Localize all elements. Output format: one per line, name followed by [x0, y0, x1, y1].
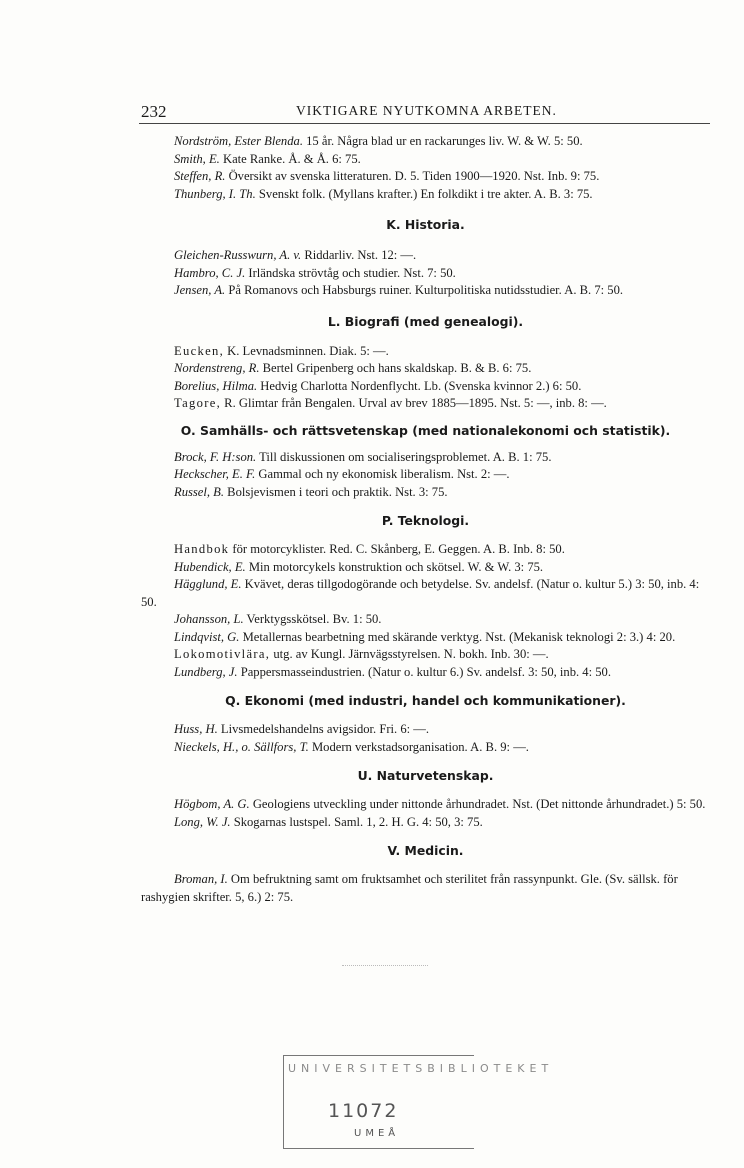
bibliography-entry	[141, 168, 710, 186]
entry-author: Handbok	[174, 542, 230, 556]
section-heading: Q. Ekonomi (med industri, handel och kommunikationer).	[225, 693, 626, 708]
entry-author: Heckscher, E. F.	[174, 467, 256, 481]
bibliography-entry	[141, 646, 710, 664]
entry-text: Metallernas bearbetning med skärande verktyg. Nst. (Mekanisk teknologi 2: 3.) 4: 20.	[239, 629, 676, 644]
entry-text: På Romanovs och Habsburgs ruiner. Kulturpolitiska nutidsstudier. A. B. 7: 50.	[225, 283, 624, 297]
entry-text: Gammal och ny ekonomisk liberalism. Nst. 2: —.	[255, 467, 510, 481]
entry-author: Lundberg, J.	[174, 664, 238, 679]
bibliography-entry	[141, 814, 710, 832]
entry-text: Verktygsskötsel. Bv. 1: 50.	[243, 612, 382, 626]
entry-author: Hubendick, E.	[174, 559, 246, 574]
bibliography-entry	[141, 611, 710, 629]
stamp-accession-number: 11072	[328, 1100, 399, 1122]
bibliography-entry	[141, 151, 710, 169]
bibliography-entry	[141, 133, 710, 151]
bibliography-entry	[141, 265, 710, 283]
entry-text: Min motorcykels konstruktion och skötsel. W. & W. 3: 75.	[245, 559, 544, 574]
bibliography-entry	[141, 282, 710, 300]
entry-author: Gleichen-Russwurn, A. v.	[174, 248, 302, 262]
entry-text: Bolsjevismen i teori och praktik. Nst. 3: 75.	[224, 484, 448, 499]
entry-author: Eucken,	[174, 343, 225, 358]
entry-author: Russel, B.	[174, 484, 225, 499]
entry-text: Riddarliv. Nst. 12: —.	[301, 248, 417, 262]
entry-author: Johansson, L.	[174, 612, 244, 626]
entry-text: Bertel Gripenberg och hans skaldskap. B. & B. 6: 75.	[259, 361, 532, 375]
entry-text: Kvävet, deras tillgodogörande och betydelse. Sv. andelsf. (Natur o. kultur 5.) 3: 50, inb. 4: 50.	[141, 577, 700, 609]
page-header	[0, 98, 744, 126]
section-heading: K. Historia.	[386, 217, 465, 232]
entry-author: Borelius, Hilma.	[174, 378, 258, 393]
entry-author: Jensen, A.	[174, 283, 226, 297]
entry-author: Hägglund, E.	[174, 577, 242, 591]
bibliography-entry	[141, 871, 710, 906]
entry-text: Geologiens utveckling under nittonde århundradet. Nst. (Det nittonde århundradet.) 5: 50.	[249, 797, 706, 811]
stamp-library-name: UNIVERSITETSBIBLIOTEKET	[288, 1062, 554, 1075]
header-rule	[139, 123, 710, 124]
bibliography-entry	[141, 395, 710, 413]
entry-text: Översikt av svenska litteraturen. D. 5. Tiden 1900—1920. Nst. Inb. 9: 75.	[225, 169, 600, 183]
bibliography-entry	[141, 378, 710, 396]
section-heading: P. Teknologi.	[381, 513, 470, 528]
entry-text: R. Glimtar från Bengalen. Urval av brev 1885—1895. Nst. 5: —, inb. 8: —.	[221, 396, 607, 410]
entry-text: Svenskt folk. (Myllans krafter.) En folkdikt i tre akter. A. B. 3: 75.	[255, 186, 593, 201]
entry-author: Huss, H.	[174, 722, 218, 736]
entry-text: Hedvig Charlotta Nordenflycht. Lb. (Svenska kvinnor 2.) 6: 50.	[257, 378, 582, 393]
entry-text: Kate Ranke. Å. & Å. 6: 75.	[219, 151, 361, 166]
bibliography-entry	[141, 559, 710, 577]
entry-author: Steffen, R.	[174, 169, 226, 183]
entry-author: Smith, E.	[174, 151, 220, 166]
entry-text: Till diskussionen om socialiseringsproblemet. A. B. 1: 75.	[256, 449, 552, 464]
bibliography-entry	[141, 576, 710, 611]
entry-author: Nordenstreng, R.	[174, 361, 260, 375]
bibliography-entry	[141, 721, 710, 739]
entry-author: Tagore,	[174, 396, 222, 410]
bibliography-entry	[141, 796, 710, 814]
bibliography-entry	[141, 360, 710, 378]
entry-text: Pappersmasseindustrien. (Natur o. kultur 6.) Sv. andelsf. 3: 50, inb. 4: 50.	[237, 664, 611, 679]
entry-text: Livsmedelshandelns avigsidor. Fri. 6: —.	[217, 722, 430, 736]
entry-text: för motorcyklister. Red. C. Skånberg, E. Geggen. A. B. Inb. 8: 50.	[229, 542, 565, 556]
bibliography-entry	[141, 247, 710, 265]
bibliography-entry	[141, 541, 710, 559]
entry-text: Modern verkstadsorganisation. A. B. 9: —.	[308, 739, 529, 754]
bibliography-entry	[141, 186, 710, 204]
bibliography-entry	[141, 484, 710, 502]
entry-author: Hambro, C. J.	[174, 265, 246, 280]
stamp-city: UMEÅ	[354, 1128, 400, 1139]
library-stamp	[283, 1055, 554, 1149]
entry-author: Lokomotivlära,	[174, 647, 271, 661]
entry-author: Thunberg, I. Th.	[174, 186, 256, 201]
entry-author: Nieckels, H., o. Sällfors, T.	[174, 739, 309, 754]
bibliography-entry	[141, 466, 710, 484]
bibliography-entry	[141, 343, 710, 361]
section-heading: O. Samhälls- och rättsvetenskap (med nationalekonomi och statistik).	[180, 422, 671, 438]
entry-text: K. Levnadsminnen. Diak. 5: —.	[224, 343, 389, 358]
entry-text: Skogarnas lustspel. Saml. 1, 2. H. G. 4: 50, 3: 75.	[230, 814, 483, 829]
entry-author: Long, W. J.	[174, 814, 231, 829]
entry-text: Om befruktning samt om fruktsamhet och sterilitet från rassynpunkt. Gle. (Sv. sällsk. för rashygien skrifter. 5, 6.) 2: 75.	[141, 872, 678, 904]
entry-text: utg. av Kungl. Järnvägsstyrelsen. N. bokh. Inb. 30: —.	[270, 647, 549, 661]
entry-author: Broman, I.	[174, 872, 228, 886]
entry-author: Högbom, A. G.	[174, 797, 250, 811]
bibliography-entry	[141, 664, 710, 682]
entry-text: Irländska strövtåg och studier. Nst. 7: 50.	[245, 265, 456, 280]
bibliography-entry	[141, 739, 710, 757]
divider	[342, 965, 428, 966]
section-heading: U. Naturvetenskap.	[357, 768, 494, 783]
bibliography-entry	[141, 449, 710, 467]
section-heading: L. Biografi (med genealogi).	[327, 313, 524, 329]
running-title: VIKTIGARE NYUTKOMNA ARBETEN.	[296, 103, 557, 118]
bibliography-entry	[141, 629, 710, 647]
entry-text: 15 år. Några blad ur en rackarunges liv. W. & W. 5: 50.	[302, 134, 583, 148]
section-heading: V. Medicin.	[387, 843, 464, 858]
entry-author: Brock, F. H:son.	[174, 449, 257, 464]
entry-author: Lindqvist, G.	[174, 629, 240, 644]
page-number: 232	[141, 102, 167, 121]
entry-author: Nordström, Ester Blenda.	[174, 134, 303, 148]
bibliography-content	[141, 133, 710, 906]
